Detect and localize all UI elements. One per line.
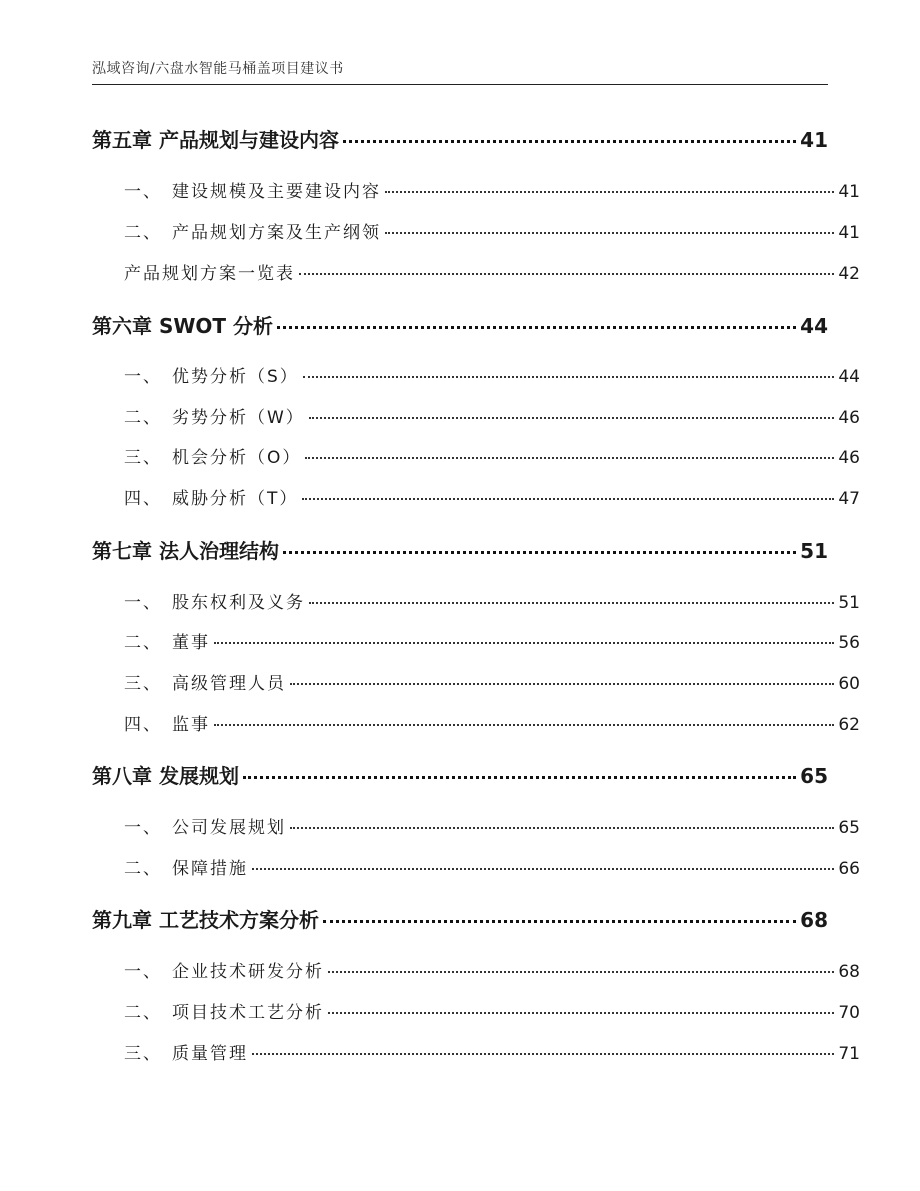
toc-entry-number: 四、 xyxy=(124,489,162,509)
toc-entry-section[interactable] xyxy=(92,854,860,879)
dot-leader xyxy=(323,920,796,923)
toc-entry-number: 一、 xyxy=(124,182,162,202)
toc-entry-page: 46 xyxy=(838,448,860,468)
toc-entry-number: 三、 xyxy=(124,448,162,468)
toc-entry-chapter-7[interactable] xyxy=(92,535,828,564)
dot-leader xyxy=(385,232,834,234)
toc-entry-page: 66 xyxy=(838,859,860,879)
toc-entry-title: 优势分析（S） xyxy=(172,367,299,387)
dot-leader xyxy=(214,724,834,726)
toc-entry-page: 47 xyxy=(838,489,860,509)
running-header: 泓域咨询/六盘水智能马桶盖项目建议书 xyxy=(92,61,344,77)
toc-entry-section[interactable] xyxy=(92,403,860,428)
toc-entry-chapter-8[interactable] xyxy=(92,760,828,789)
toc-entry-section[interactable] xyxy=(92,362,860,387)
dot-leader xyxy=(252,868,834,870)
toc-entry-title: 第七章 法人治理结构 xyxy=(92,539,279,563)
toc-entry-title: 威胁分析（T） xyxy=(172,489,299,509)
dot-leader xyxy=(243,776,796,779)
toc-entry-chapter-6[interactable] xyxy=(92,310,828,339)
toc-entry-page: 60 xyxy=(838,674,860,694)
toc-entry-title: 劣势分析（W） xyxy=(172,408,305,428)
dot-leader xyxy=(252,1053,834,1055)
toc-entry-title: 项目技术工艺分析 xyxy=(172,1003,324,1023)
toc-entry-section[interactable] xyxy=(92,588,860,613)
toc-entry-title: 产品规划方案一览表 xyxy=(124,264,295,284)
toc-entry-title: 保障措施 xyxy=(172,859,248,879)
toc-entry-number: 二、 xyxy=(124,1003,162,1023)
toc-entry-section[interactable] xyxy=(92,710,860,735)
dot-leader xyxy=(302,498,834,500)
toc-entry-title: 企业技术研发分析 xyxy=(172,962,324,982)
dot-leader xyxy=(309,417,835,419)
toc-entry-section[interactable] xyxy=(92,1039,860,1064)
toc-entry-title: 建设规模及主要建设内容 xyxy=(172,182,381,202)
dot-leader xyxy=(385,191,834,193)
dot-leader xyxy=(299,273,834,275)
dot-leader xyxy=(305,457,834,459)
toc-entry-page: 41 xyxy=(838,223,860,243)
toc-entry-chapter-5[interactable] xyxy=(92,124,828,153)
toc-entry-title: 机会分析（O） xyxy=(172,448,302,468)
toc-entry-title: 高级管理人员 xyxy=(172,674,286,694)
toc-entry-section[interactable] xyxy=(92,813,860,838)
toc-entry-page: 46 xyxy=(838,408,860,428)
toc-entry-page: 42 xyxy=(838,264,860,284)
toc-entry-page: 62 xyxy=(838,715,860,735)
toc-entry-title: 公司发展规划 xyxy=(172,818,286,838)
toc-entry-page: 71 xyxy=(838,1044,860,1064)
header-divider xyxy=(92,84,828,85)
toc-entry-page: 68 xyxy=(800,908,828,932)
toc-entry-number: 三、 xyxy=(124,674,162,694)
dot-leader xyxy=(309,602,834,604)
dot-leader xyxy=(303,376,835,378)
toc-entry-title: 股东权利及义务 xyxy=(172,593,305,613)
toc-entry-page: 65 xyxy=(838,818,860,838)
toc-entry-title: 第八章 发展规划 xyxy=(92,764,239,788)
toc-entry-number: 二、 xyxy=(124,859,162,879)
toc-entry-page: 51 xyxy=(800,539,828,563)
toc-entry-number: 一、 xyxy=(124,593,162,613)
toc-entry-number: 一、 xyxy=(124,962,162,982)
toc-entry-number: 二、 xyxy=(124,633,162,653)
toc-entry-page: 56 xyxy=(838,633,860,653)
dot-leader xyxy=(277,326,796,329)
toc-entry-title: 董事 xyxy=(172,633,210,653)
toc-entry-section[interactable] xyxy=(92,628,860,653)
toc-entry-section[interactable] xyxy=(92,443,860,468)
dot-leader xyxy=(328,971,834,973)
toc-entry-chapter-9[interactable] xyxy=(92,904,828,933)
toc-entry-table[interactable] xyxy=(92,259,860,284)
toc-entry-section[interactable] xyxy=(92,484,860,509)
toc-entry-page: 44 xyxy=(800,314,828,338)
toc-entry-number: 二、 xyxy=(124,223,162,243)
toc-entry-number: 三、 xyxy=(124,1044,162,1064)
toc-entry-number: 四、 xyxy=(124,715,162,735)
toc-entry-page: 65 xyxy=(800,764,828,788)
toc-entry-page: 41 xyxy=(838,182,860,202)
toc-entry-section[interactable] xyxy=(92,669,860,694)
toc-entry-title: 质量管理 xyxy=(172,1044,248,1064)
dot-leader xyxy=(283,551,796,554)
toc-entry-section[interactable] xyxy=(92,957,860,982)
toc-entry-title: 第九章 工艺技术方案分析 xyxy=(92,908,319,932)
toc-entry-section[interactable] xyxy=(92,177,860,202)
toc-entry-number: 一、 xyxy=(124,818,162,838)
toc-entry-title: 产品规划方案及生产纲领 xyxy=(172,223,381,243)
toc-entry-page: 41 xyxy=(800,128,828,152)
toc-entry-number: 二、 xyxy=(124,408,162,428)
toc-entry-number: 一、 xyxy=(124,367,162,387)
toc-entry-page: 68 xyxy=(838,962,860,982)
toc-entry-title: 第六章 SWOT 分析 xyxy=(92,314,274,338)
dot-leader xyxy=(290,683,834,685)
toc-entry-section[interactable] xyxy=(92,998,860,1023)
toc-entry-section[interactable] xyxy=(92,218,860,243)
dot-leader xyxy=(214,642,834,644)
toc-entry-title: 监事 xyxy=(172,715,210,735)
dot-leader xyxy=(328,1012,834,1014)
toc-entry-title: 第五章 产品规划与建设内容 xyxy=(92,128,339,152)
toc-entry-page: 44 xyxy=(838,367,860,387)
toc-entry-page: 51 xyxy=(838,593,860,613)
dot-leader xyxy=(290,827,834,829)
toc-entry-page: 70 xyxy=(838,1003,860,1023)
dot-leader xyxy=(343,140,796,143)
